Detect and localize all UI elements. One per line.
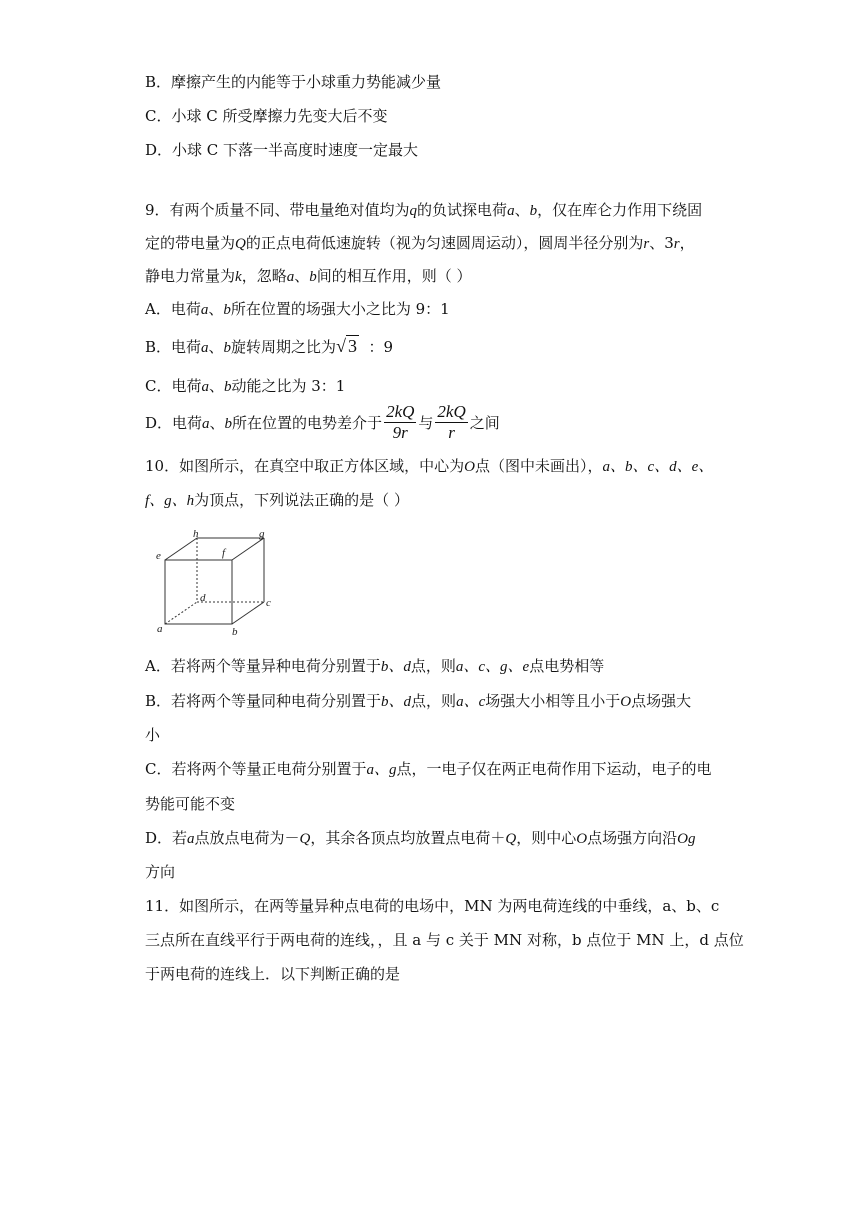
q10-option-c-cont: 势能可能不变 bbox=[145, 795, 236, 813]
q10-stem-line-1: 10．如图所示，在真空中取正方体区域，中心为O点（图中未画出），a、b、c、d、e、 bbox=[145, 457, 714, 475]
q9-stem-line-3: 静电力常量为k，忽略a、b间的相互作用，则（ ） bbox=[145, 267, 472, 285]
q9-option-b: B．电荷a、b旋转周期之比为√ 3 ：9 bbox=[145, 336, 394, 356]
q9-stem-line-2: 定的带电量为Q的正点电荷低速旋转（视为匀速圆周运动），圆周半径分别为r、3r， bbox=[145, 234, 695, 252]
q8-option-c: C．小球 C 所受摩擦力先变大后不变 bbox=[145, 107, 388, 125]
q10-option-b: B．若将两个等量同种电荷分别置于b、d点，则a、c场强大小相等且小于O点场强大 bbox=[145, 692, 692, 710]
vertex-label-f: f bbox=[222, 547, 226, 559]
vertex-label-g: g bbox=[259, 528, 265, 540]
cube-figure bbox=[152, 528, 282, 640]
vertex-label-a: a bbox=[157, 623, 163, 635]
q9-option-c: C．电荷a、b动能之比为 3：1 bbox=[145, 377, 346, 395]
vertex-label-h: h bbox=[193, 528, 199, 540]
q11-stem-line-1: 11．如图所示，在两等量异种点电荷的电场中，MN 为两电荷连线的中垂线，a、b、c bbox=[145, 897, 720, 915]
vertex-label-d: d bbox=[200, 592, 206, 604]
q10-stem-line-2: f、g、h为顶点，下列说法正确的是（ ） bbox=[145, 491, 409, 509]
cube-front-face bbox=[165, 560, 232, 624]
q10-option-c: C．若将两个等量正电荷分别置于a、g点，一电子仅在两正电荷作用下运动，电子的电 bbox=[145, 760, 712, 778]
q8-option-b: B．摩擦产生的内能等于小球重力势能减少量 bbox=[145, 73, 442, 91]
q9-option-a: A．电荷a、b所在位置的场强大小之比为 9：1 bbox=[145, 300, 450, 318]
q10-option-d-cont: 方向 bbox=[145, 863, 176, 881]
fraction-2kq-over-r: $\frac{2kQ}{r}$ bbox=[437, 401, 466, 442]
q10-option-a: A．若将两个等量异种电荷分别置于b、d点，则a、c、g、e点电势相等 bbox=[145, 657, 605, 675]
fraction-2kq-over-9r: $\frac{2kQ}{9r}$ bbox=[386, 401, 415, 442]
q9-stem-line-1: 9．有两个质量不同、带电量绝对值均为q的负试探电荷a、b，仅在库仑力作用下绕固 bbox=[145, 201, 703, 219]
q10-option-d: D．若a点放点电荷为－Q，其余各顶点均放置点电荷＋Q，则中心O点场强方向沿Og bbox=[145, 829, 696, 847]
sqrt-symbol: √ 3 bbox=[336, 336, 357, 356]
q11-stem-line-3: 于两电荷的连线上．以下判断正确的是 bbox=[145, 965, 401, 983]
q9-option-d: D．电荷a、b所在位置的电势差介于 $\frac{2kQ}{9r}$ 与 $\frac{2kQ}{r}$ 之间 bbox=[145, 401, 500, 442]
q11-stem-line-2: 三点所在直线平行于两电荷的连线，，且 a 与 c 关于 MN 对称，b 点位于 MN 上，d 点位 bbox=[145, 931, 744, 949]
vertex-label-b: b bbox=[232, 626, 238, 638]
vertex-label-e: e bbox=[156, 550, 161, 562]
q8-option-d: D．小球 C 下落一半高度时速度一定最大 bbox=[145, 141, 419, 159]
vertex-label-c: c bbox=[266, 597, 271, 609]
q10-option-b-cont: 小 bbox=[145, 726, 161, 744]
